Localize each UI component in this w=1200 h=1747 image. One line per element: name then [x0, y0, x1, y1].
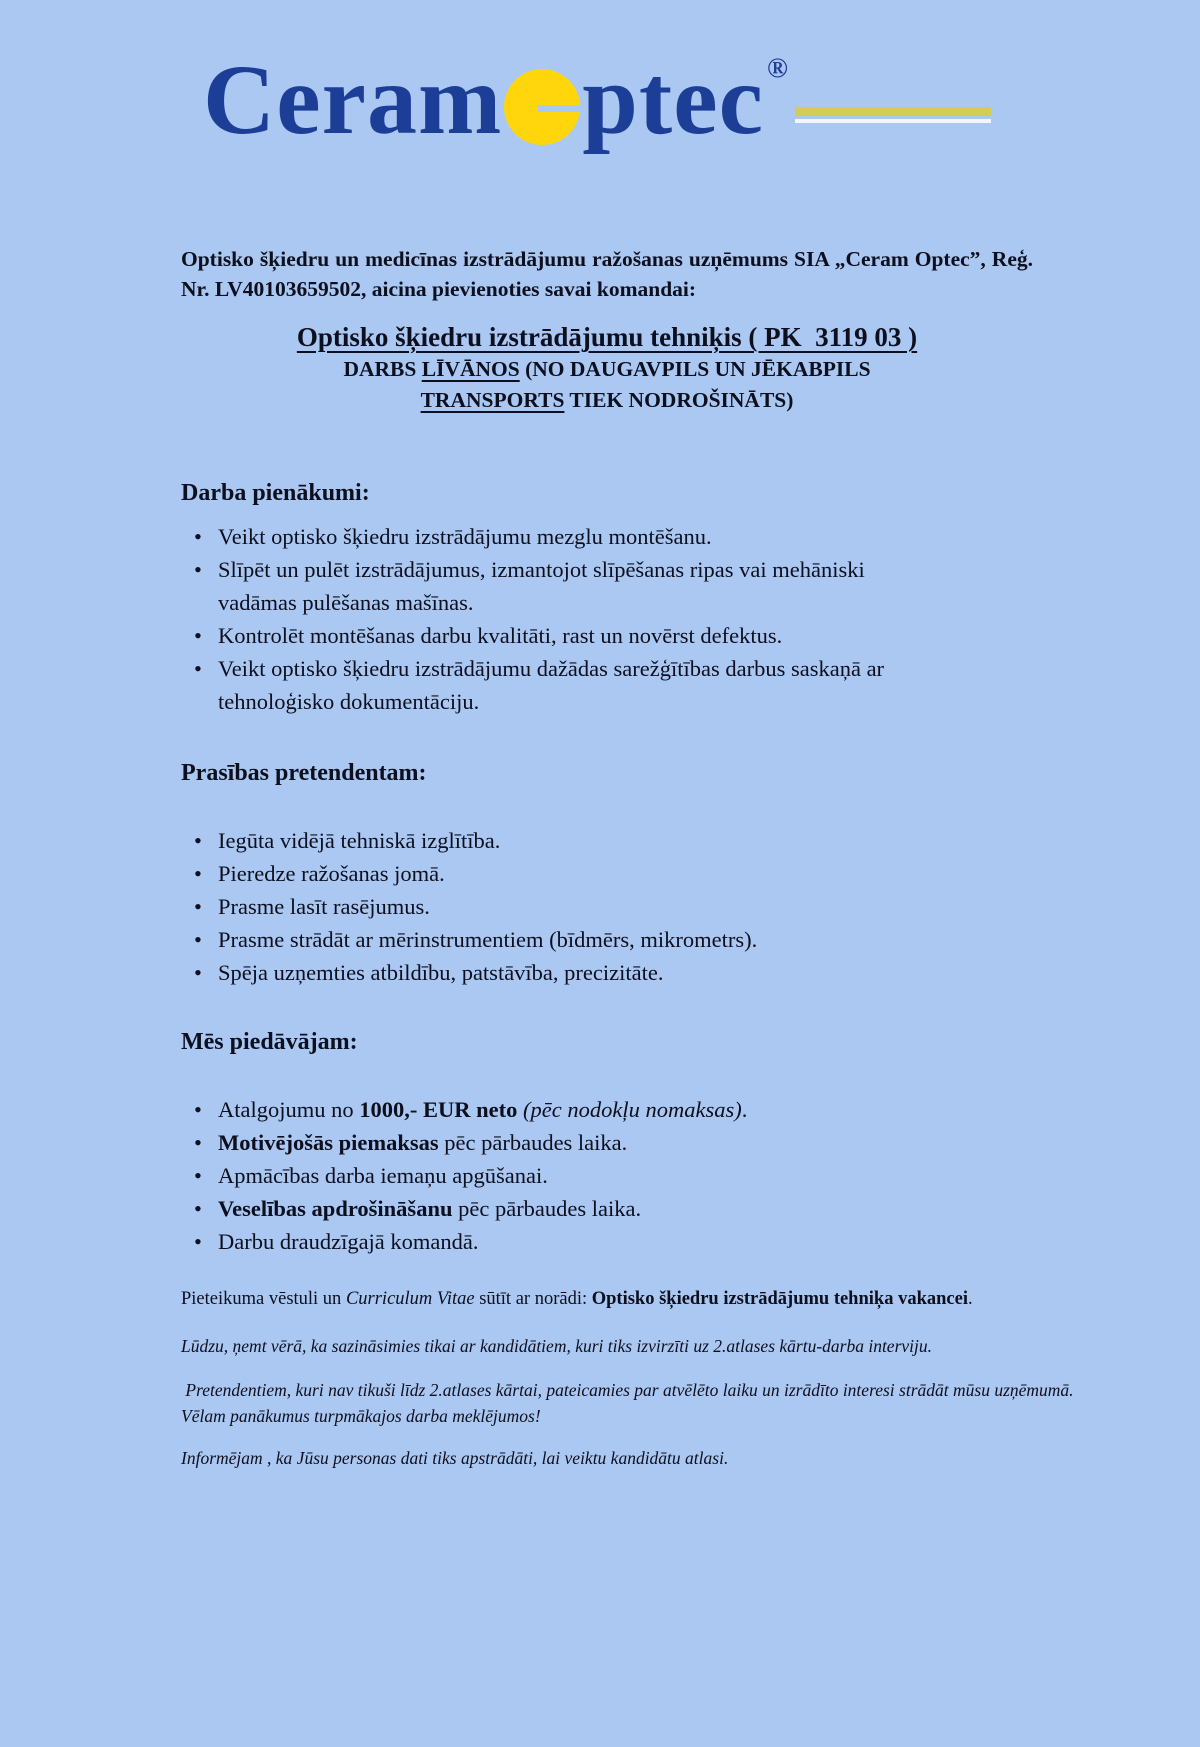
job-title: Optisko šķiedru izstrādājumu tehniķis ( PK 3119 03 ) — [296, 322, 918, 352]
subtitle2-post: TIEK NODROŠINĀTS) — [564, 388, 794, 412]
data-processing-note: Informējam , ka Jūsu personas dati tiks apstrādāti, lai veiktu kandidātu atlasi. — [181, 1448, 729, 1468]
offer-item: • Veselības apdrošināšanu pēc pārbaudes laika. — [181, 1192, 928, 1225]
logo-stripe-highlight — [795, 119, 991, 123]
logo-o-circle-icon — [504, 69, 580, 145]
duties-heading: Darba pienākumi: — [181, 480, 370, 506]
duty-item: • Slīpēt un pulēt izstrādājumus, izmantojot slīpēšanas ripas vai mehāniski vadāmas pulēšanas mašīnas. — [181, 553, 928, 619]
offer-item: • Atalgojumu no 1000,- EUR neto (pēc nodokļu nomaksas). — [181, 1093, 928, 1126]
selection-note: Lūdzu, ņemt vērā, ka sazināsimies tikai ar kandidātiem, kuri tiks izvirzīti uz 2.atlases kārtu-darba interviju. — [181, 1336, 932, 1356]
offer-item: • Darbu draudzīgajā komandā. — [181, 1225, 928, 1258]
offer-item: • Apmācības darba iemaņu apgūšanai. — [181, 1159, 928, 1192]
job-subtitle-line1 — [181, 354, 1033, 385]
duty-item: • Kontrolēt montēšanas darbu kvalitāti, rast un novērst defektus. — [181, 619, 928, 652]
requirement-item: • Prasme lasīt rasējumus. — [181, 890, 928, 923]
company-intro-paragraph: Optisko šķiedru un medicīnas izstrādājumu ražošanas uzņēmums SIA „Ceram Optec”, Reģ. Nr. LV40103659502, aicina pievienoties savai komandai: — [181, 247, 1033, 301]
subtitle1-pre: DARBS — [343, 357, 422, 381]
requirements-section — [181, 758, 1033, 989]
application-instruction: Pieteikuma vēstuli un Curriculum Vitae sūtīt ar norādi: Optisko šķiedru izstrādājumu tehniķa vakancei. — [181, 1289, 973, 1309]
thanks-note: Pretendentiem, kuri nav tikuši līdz 2.atlases kārtai, pateicamies par atvēlēto laiku un izrādīto interesi strādāt mūsu uzņēmumā. Vēlam panākumus turpmākajos darba meklējumos! — [181, 1380, 1078, 1426]
requirement-item: • Prasme strādāt ar mērinstrumentiem (bīdmērs, mikrometrs). — [181, 923, 928, 956]
ceramoptec-logo — [203, 44, 1200, 188]
job-subtitle-line2 — [181, 385, 1033, 416]
duties-list — [181, 520, 1033, 718]
duties-section — [181, 478, 1033, 718]
subtitle1-location: LĪVĀNOS — [421, 357, 520, 381]
subtitle2-transport: TRANSPORTS — [420, 388, 565, 412]
logo-stripe — [795, 107, 991, 116]
logo-o-notch — [538, 105, 582, 112]
requirement-item: • Pieredze ražošanas jomā. — [181, 857, 928, 890]
requirements-list — [181, 824, 1033, 989]
vacancy-reference-bold: Optisko šķiedru izstrādājumu tehniķa vakancei — [591, 1289, 968, 1309]
requirements-heading: Prasības pretendentam: — [181, 760, 427, 786]
job-title-block — [181, 320, 1033, 416]
offer-item: • Motivējošās piemaksas pēc pārbaudes laika. — [181, 1126, 928, 1159]
requirement-item: • Spēja uzņemties atbildību, patstāvība, precizitāte. — [181, 956, 928, 989]
duty-item: • Veikt optisko šķiedru izstrādājumu dažādas sarežģītības darbus saskaņā ar tehnoloģisko dokumentāciju. — [181, 652, 928, 718]
requirement-item: • Iegūta vidējā tehniskā izglītība. — [181, 824, 928, 857]
registered-trademark-icon: ® — [766, 53, 788, 84]
offers-section — [181, 1027, 1033, 1258]
offers-list — [181, 1093, 1033, 1258]
logo-wordmark-right: ptec — [582, 44, 764, 155]
offers-heading: Mēs piedāvājam: — [181, 1029, 358, 1055]
job-ad-page — [0, 44, 1200, 1747]
logo-wordmark-left: Ceram — [203, 44, 503, 155]
cv-italic-text: Curriculum Vitae — [345, 1289, 475, 1309]
duty-item: • Veikt optisko šķiedru izstrādājumu mezglu montēšanu. — [181, 520, 928, 553]
subtitle1-post: (NO DAUGAVPILS UN JĒKABPILS — [519, 357, 871, 381]
